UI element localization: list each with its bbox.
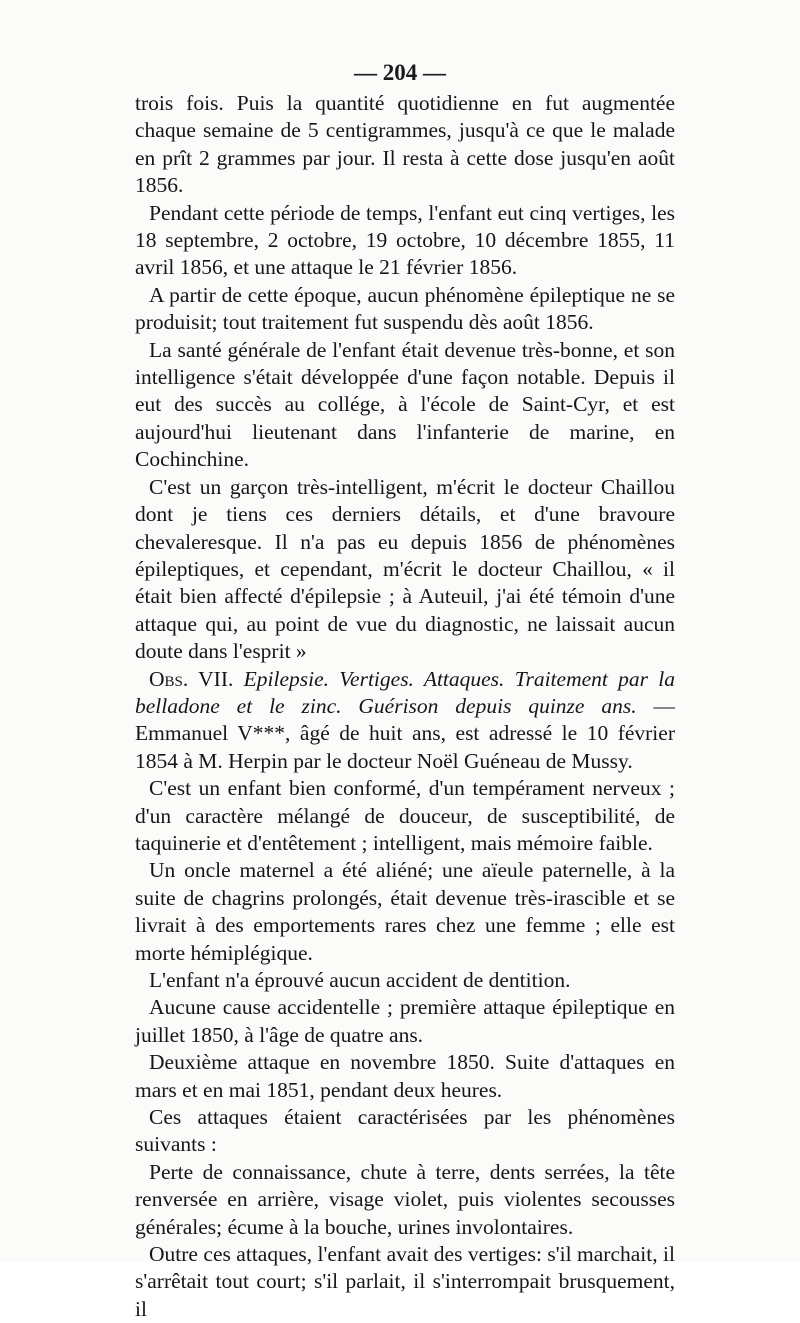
paragraph-heredite: Un oncle maternel a été aliéné; une aïeule paternelle, à la suite de chagrins prolongés, était devenue très-irascible et se livrait à des emportements rares chez une femme ; elle est morte hémiplégique. xyxy=(135,858,675,965)
paragraph-sante-generale: La santé générale de l'enfant était devenue très-bonne, et son intelligence s'était développée d'une façon notable. Depuis il eut des succès au collége, à l'école de Saint-Cyr, et est aujourd'hui lieutenant dans l'infanterie de marine, en Cochinchine. xyxy=(135,337,675,472)
paragraph-phenomenes: Ces attaques étaient caractérisées par les phénomènes suivants : xyxy=(135,1105,675,1157)
observation-text: — Emmanuel V***, âgé de huit ans, est adressé le 10 février 1854 à M. Herpin par le docteur Noël Guéneau de Mussy. xyxy=(135,693,676,773)
paragraph-vertiges-enfant: Outre ces attaques, l'enfant avait des vertiges: s'il marchait, il s'arrêtait tout court; s'il parlait, il s'interrompait brusquement, il xyxy=(135,1242,675,1321)
paragraph-traitement-suspendu: A partir de cette époque, aucun phénomène épileptique ne se produisit; tout traitement fut suspendu dès août 1856. xyxy=(135,282,675,335)
observation-title: Epilepsie. Vertiges. Attaques. Traitement par la belladone et le zinc. Guérison depuis quinze ans. xyxy=(135,666,675,718)
page-body xyxy=(135,90,675,1323)
paragraph-docteur-chaillou: C'est un garçon très-intelligent, m'écrit le docteur Chaillou dont je tiens ces derniers détails, et d'une bravoure chevaleresque. Il n'a pas eu depuis 1856 de phénomènes épileptiques, et cependant, m'écrit le docteur Chaillou, « il était bien affecté d'épilepsie ; à Auteuil, j'ai été témoin d'une attaque qui, au point de vue du diagnostic, ne laissait aucun doute dans l'esprit » xyxy=(135,474,675,664)
page-number: — 204 — xyxy=(354,60,446,85)
paragraph-premiere-attaque: Aucune cause accidentelle ; première attaque épileptique en juillet 1850, à l'âge de quatre ans. xyxy=(135,995,675,1047)
paragraph-temperament: C'est un enfant bien conformé, d'un tempérament nerveux ; d'un caractère mélangé de douceur, de susceptibilité, de taquinerie et d'entêtement ; intelligent, mais mémoire faible. xyxy=(135,776,675,855)
paragraph-dentition: L'enfant n'a éprouvé aucun accident de dentition. xyxy=(149,968,571,992)
observation-heading xyxy=(135,666,675,776)
paragraph-perte-connaissance: Perte de connaissance, chute à terre, dents serrées, la tête renversée en arrière, visage violet, puis violentes secousses générales; écume à la bouche, urines involontaires. xyxy=(135,1159,675,1239)
observation-label: Obs. VII. xyxy=(149,666,234,691)
paragraph-deuxieme-attaque: Deuxième attaque en novembre 1850. Suite d'attaques en mars et en mai 1851, pendant deux heures. xyxy=(135,1050,675,1102)
paragraph-continuation: trois fois. Puis la quantité quotidienne en fut augmentée chaque semaine de 5 centigrammes, jusqu'à ce que le malade en prît 2 grammes par jour. Il resta à cette dose jusqu'en août 1856. xyxy=(135,91,675,198)
paragraph-vertiges: Pendant cette période de temps, l'enfant eut cinq vertiges, les 18 septembre, 2 octobre, 19 octobre, 10 décembre 1855, 11 avril 1856, et une attaque le 21 février 1856. xyxy=(135,200,675,280)
